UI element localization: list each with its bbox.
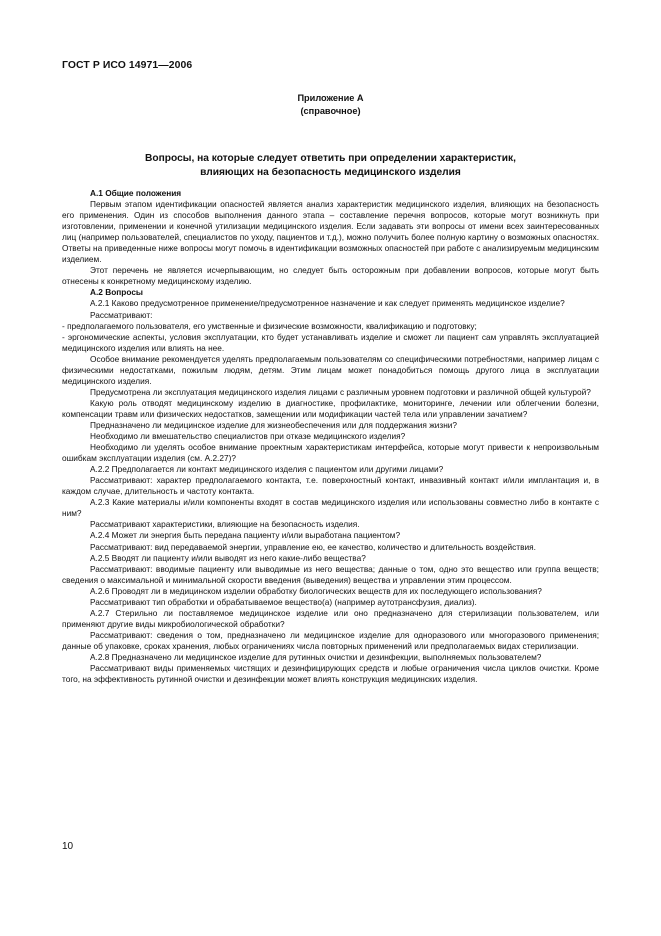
body-paragraph: Рассматривают: характер предполагаемого контакта, т.е. поверхностный контакт, инвазивный контакт и/или имплантация и, в каждом случае, длительность и частоту контакта. — [62, 475, 599, 497]
annex-title-line-1: Вопросы, на которые следует ответить при определении характеристик, — [145, 153, 516, 164]
body-paragraph: Рассматривают характеристики, влияющие на безопасность изделия. — [90, 519, 360, 530]
body-paragraph: Этот перечень не является исчерпывающим, но следует быть осторожным при добавлении вопросов, которые могут быть отнесены к конкретному медицинскому изделию. — [62, 265, 599, 287]
section-heading: А.2 Вопросы — [90, 287, 144, 298]
body-paragraph: Особое внимание рекомендуется уделять предполагаемым пользователям со специфическими потребностями, например лицам с физическими недостатками, пожилым людям, детям. Этим лицам может понадобиться помощь другого лица в эксплуатации медицинского изделия. — [62, 353, 599, 386]
body-paragraph: А.2.6 Проводят ли в медицинском изделии обработку биологических веществ для их последующего использования? — [90, 585, 542, 596]
body-paragraph: Рассматривают: вид передаваемой энергии, управление ею, ее качество, количество и длительность воздействия. — [90, 541, 536, 552]
body-paragraph: Предусмотрена ли эксплуатация медицинского изделия лицами с различным уровнем подготовки и различной общей культурой? — [90, 386, 591, 397]
body-paragraph: А.2.2 Предполагается ли контакт медицинского изделия с пациентом или другими лицами? — [90, 464, 444, 475]
document-code: ГОСТ Р ИСО 14971—2006 — [62, 60, 193, 71]
body-paragraph: А.2.5 Вводят ли пациенту и/или выводят из него какие-либо вещества? — [90, 552, 366, 563]
annex-title — [0, 152, 661, 180]
body-paragraph: - эргономические аспекты, условия эксплуатации, кто будет устанавливать изделие и сможет ли пациент сам управлять эксплуатацией медицинского изделия или влиять на нее. — [62, 331, 599, 353]
body-paragraph: Рассматривают виды применяемых чистящих и дезинфицирующих средств и любые ограничения числа циклов очистки. Кроме того, на эффективность рутинной очистки и дезинфекции может влиять конструкция медицинских изделия. — [62, 663, 599, 685]
annex-title-line-2: влияющих на безопасность медицинского изделия — [200, 167, 461, 178]
annex-label: Приложение А — [297, 93, 364, 103]
body-paragraph: Первым этапом идентификации опасностей является анализ характеристик медицинского изделия, влияющих на безопасность его применения. Один из способов выполнения данного этапа – составление перечня вопросов, которые могут возникнуть при изготовлении, применении и конечной утилизации медицинского изделия. Если задавать эти вопросы от имени всех заинтересованных лиц (например пользователей, специалистов по уходу, пациентов и т.д.), можно получить более полную картину о возможных опасностях. Ответы на приведенные ниже вопросы могут помочь в идентификации возможных опасностей при работе с анализируемым медицинским изделием. — [62, 199, 599, 265]
annex-heading — [0, 92, 661, 118]
body-paragraph: Рассматривают: сведения о том, предназначено ли медицинское изделие для одноразового или многоразового применения; данные об упаковке, сроках хранения, любых ограничениях числа повторных применений или предполагаемых видах стерилизации. — [62, 629, 599, 651]
body-paragraph: Рассматривают тип обработки и обрабатываемое вещество(а) (например аутотрансфузия, диализ). — [90, 596, 477, 607]
annex-type: (справочное) — [300, 106, 361, 116]
body-paragraph: А.2.7 Стерильно ли поставляемое медицинское изделие или оно предназначено для стерилизации пользователем, или применяют другие виды микробиологической обработки? — [62, 607, 599, 629]
section-heading: А.1 Общие положения — [90, 188, 182, 198]
body-paragraph: Необходимо ли уделять особое внимание проектным характеристикам интерфейса, которые могут привести к непроизвольным ошибкам эксплуатации изделия (см. А.2.27)? — [62, 442, 599, 464]
body-paragraph: - предполагаемого пользователя, его умственные и физические возможности, квалификацию и подготовку; — [62, 320, 477, 331]
body-paragraph: Рассматривают: — [90, 309, 153, 320]
page-number: 10 — [62, 841, 74, 852]
body-paragraph: А.2.1 Каково предусмотренное применение/предусмотренное назначение и как следует применять медицинское изделие? — [90, 298, 565, 309]
body-paragraph: Необходимо ли вмешательство специалистов при отказе медицинского изделия? — [90, 431, 406, 442]
document-body — [62, 188, 599, 685]
body-paragraph: Рассматривают: вводимые пациенту или выводимые из него вещества; данные о том, одно это вещество или группа веществ; сведения о максимальной и минимальной скорости введения (выведения) вещества и управлении этим процессом. — [62, 563, 599, 585]
body-paragraph: Предназначено ли медицинское изделие для жизнеобеспечения или для поддержания жизни? — [90, 419, 458, 430]
body-paragraph: А.2.3 Какие материалы и/или компоненты входят в состав медицинского изделия или использованы совместно либо в контакте с ним? — [62, 497, 599, 519]
body-paragraph: Какую роль отводят медицинскому изделию в диагностике, профилактике, мониторинге, лечении или облегчении болезни, компенсации травм или физических недостатков, замещении или модификации частей тела или управлении зачатием? — [62, 397, 599, 419]
body-paragraph: А.2.4 Может ли энергия быть передана пациенту и/или выработана пациентом? — [90, 530, 401, 541]
body-paragraph: А.2.8 Предназначено ли медицинское изделие для рутинных очистки и дезинфекции, выполняемых пользователем? — [90, 651, 542, 662]
